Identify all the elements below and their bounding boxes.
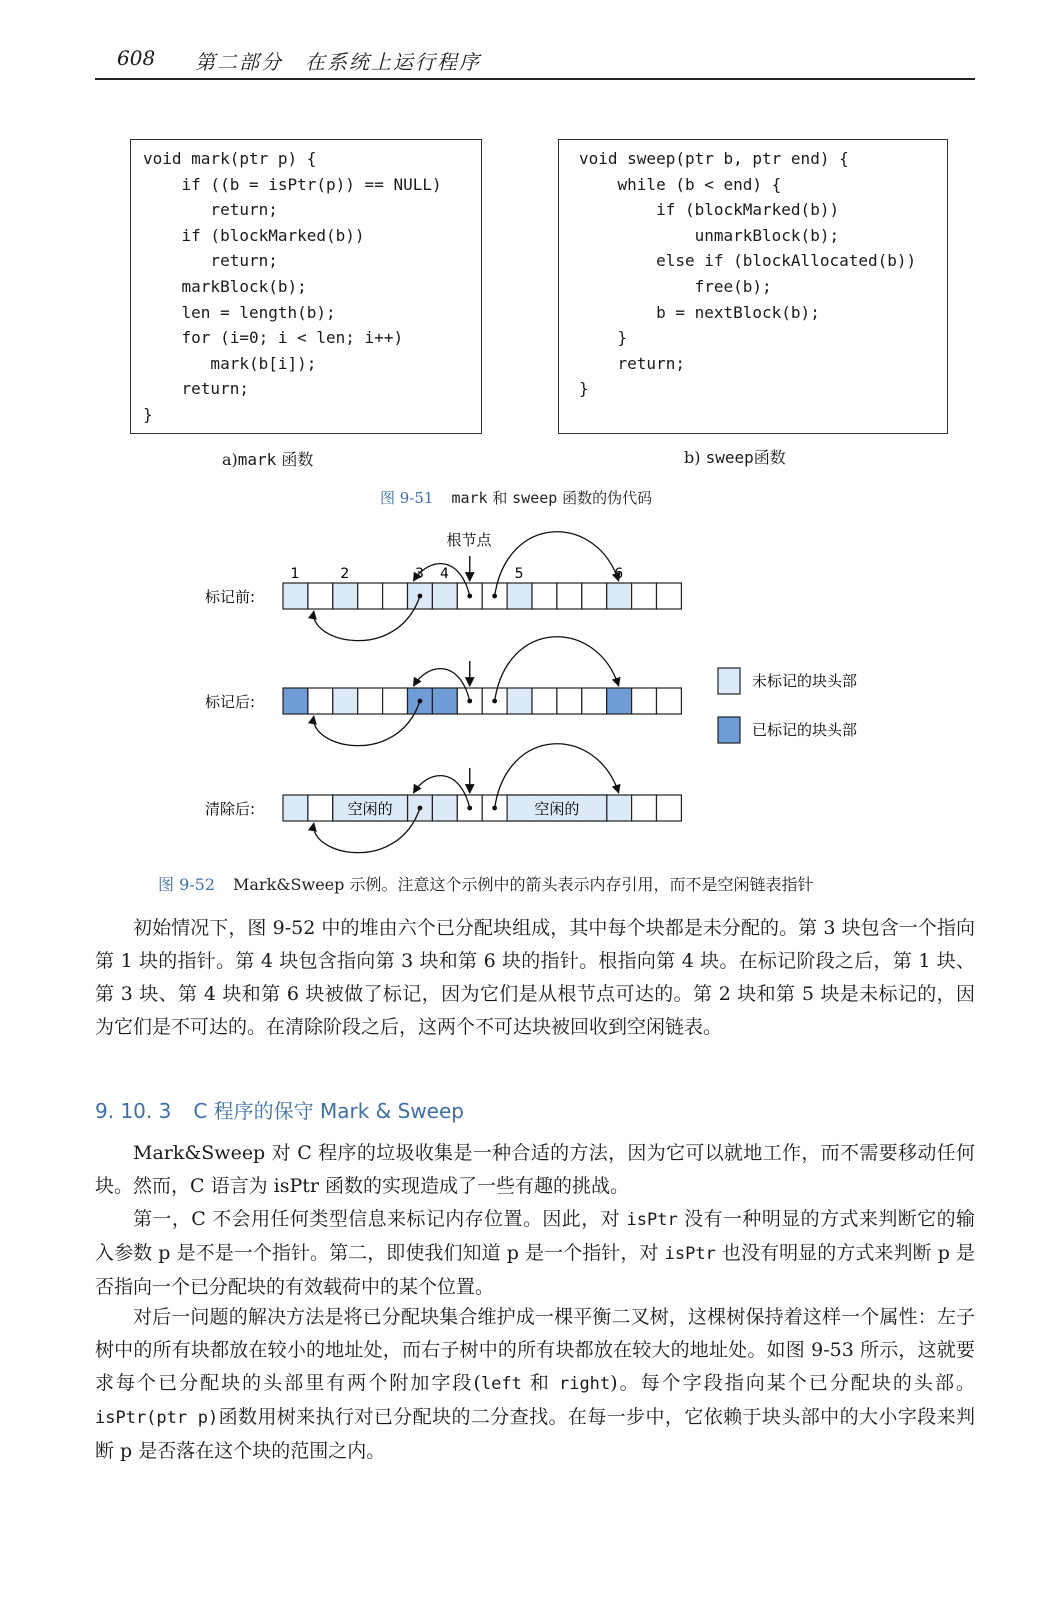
paragraph-1: 初始情况下，图 9-52 中的堆由六个已分配块组成，其中每个块都是未分配的。第 3 块包含一个指向第 1 块的指针。第 4 块包含指向第 3 块和第 6 块的指针。根指向第 4 块。在标记阶段之后，第 1 块、第 3 块、第 4 块和第 6 块被做了标记，因为它们是从根节点可达的。第 2 块和第 5 块是未标记的，因为它们是不可达的。在清除阶段之后，这两个不可达块被回收到空闲链表。 xyxy=(95,917,975,1038)
row-label: 标记前: xyxy=(205,588,256,606)
mark-sweep-diagram xyxy=(0,525,1060,865)
sweep-code-box xyxy=(558,139,948,434)
heap-cell xyxy=(283,795,308,821)
heap-cell xyxy=(283,688,308,714)
paragraph-2: Mark&Sweep 对 C 程序的垃圾收集是一种合适的方法，因为它可以就地工作，而不需要移动任何块。然而，C 语言为 isPtr 函数的实现造成了一些有趣的挑战。 xyxy=(95,1142,975,1197)
legend-marked-label: 已标记的块头部 xyxy=(752,721,858,739)
heap-cell xyxy=(507,583,532,609)
paragraph-4: 对后一问题的解决方法是将已分配块集合维护成一棵平衡二叉树，这棵树保持着这样一个属性：左子树中的所有块都放在较小的地址处，而右子树中的所有块都放在较大的地址处。如图 9-53 所示，这就要求每个已分配块的头部里有两个附加字段(left 和 right)。每个字段指向某个已分配块的头部。isPtr(ptr p)函数用树来执行对已分配块的二分查找。在每一步中，它依赖于块头部中的大小字段来判断 p 是否落在这个块的范围之内。 xyxy=(95,1306,975,1462)
mark-code: void mark(ptr p) { if ((b = isPtr(p)) == NULL) return; if (blockMarked(b)) return; markBlock(b); len = length(b); for (i=0; i < len; i++) mark(b[i]); return; } xyxy=(143,149,442,424)
heap-cell xyxy=(358,688,383,714)
heap-cell xyxy=(432,583,457,609)
heap-cell xyxy=(607,795,632,821)
heap-cell xyxy=(308,795,333,821)
heap-cell xyxy=(308,583,333,609)
sweep-code: void sweep(ptr b, ptr end) { while (b < end) { if (blockMarked(b)) unmarkBlock(b); else if (blockAllocated(b)) free(b); b = nextBlock(b); } return; } xyxy=(579,149,917,399)
heap-cell xyxy=(557,583,582,609)
heap-cell xyxy=(532,583,557,609)
subcaption-b: b) sweep函数 xyxy=(684,448,786,467)
heap-row xyxy=(205,744,681,853)
mark-code-box xyxy=(130,139,482,434)
free-block-label: 空闲的 xyxy=(347,800,393,818)
heap-cell xyxy=(632,583,657,609)
heap-cell xyxy=(507,688,532,714)
page-number: 608 xyxy=(117,46,156,70)
heap-cell xyxy=(657,583,682,609)
heap-cell xyxy=(333,688,358,714)
figure-9-51-caption: 图 9-51 mark 和 sweep 函数的伪代码 xyxy=(380,489,653,507)
row-label: 清除后: xyxy=(205,800,256,818)
paragraph-3: 第一，C 不会用任何类型信息来标记内存位置。因此，对 isPtr 没有一种明显的方式来判断它的输入参数 p 是不是一个指针。第二，即使我们知道 p 是一个指针，对 isPtr 也没有明显的方式来判断 p 是否指向一个已分配块的有效载荷中的某个位置。 xyxy=(95,1208,975,1298)
heap-cell xyxy=(432,795,457,821)
block-number: 3 xyxy=(415,566,424,582)
heap-cell xyxy=(657,795,682,821)
legend-unmarked-swatch xyxy=(718,668,740,694)
block-number: 4 xyxy=(439,566,449,582)
heap-cell xyxy=(358,583,383,609)
heap-cell xyxy=(582,688,607,714)
free-block-label: 空闲的 xyxy=(534,800,580,818)
running-header xyxy=(95,44,975,80)
section-heading: 9. 10. 3 C 程序的保守 Mark & Sweep xyxy=(95,1099,464,1123)
heap-cell xyxy=(607,688,632,714)
subcaption-a: a)mark 函数 xyxy=(222,450,314,469)
heap-row xyxy=(205,637,681,746)
block-number: 6 xyxy=(614,566,624,582)
legend-unmarked-label: 未标记的块头部 xyxy=(752,672,858,690)
root-label: 根节点 xyxy=(446,531,492,549)
heap-cell xyxy=(582,583,607,609)
heap-cell xyxy=(657,688,682,714)
block-number: 1 xyxy=(290,566,300,582)
legend-marked-swatch xyxy=(718,717,740,743)
heap-row xyxy=(205,532,681,641)
heap-cell xyxy=(308,688,333,714)
block-number: 2 xyxy=(340,566,350,582)
row-label: 标记后: xyxy=(205,693,256,711)
heap-cell xyxy=(607,583,632,609)
heap-cell xyxy=(383,583,408,609)
heap-cell xyxy=(532,688,557,714)
part-title: 第二部分 在系统上运行程序 xyxy=(195,50,481,74)
block-number: 5 xyxy=(514,566,524,582)
heap-cell xyxy=(333,583,358,609)
heap-cell xyxy=(383,688,408,714)
heap-cell xyxy=(632,795,657,821)
heap-cell xyxy=(557,688,582,714)
figure-9-52-caption: 图 9-52 Mark&Sweep 示例。注意这个示例中的箭头表示内存引用，而不是空闲链表指针 xyxy=(158,875,814,894)
heap-cell xyxy=(283,583,308,609)
heap-cell xyxy=(632,688,657,714)
heap-cell xyxy=(432,688,457,714)
